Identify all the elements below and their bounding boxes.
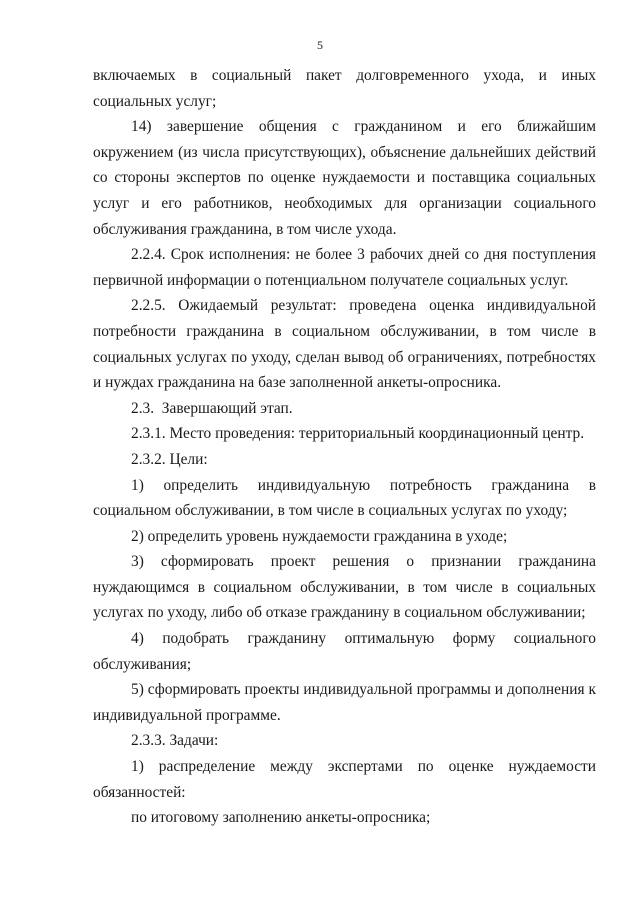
goal-item-5: 5) сформировать проекты индивидуальной программы и дополнения к индивидуальной программе. <box>93 681 596 724</box>
page-number: 5 <box>317 38 323 52</box>
paragraph-2-3-3: 2.3.3. Задачи: <box>131 732 219 750</box>
paragraph-continuation: включаемых в социальный пакет долговременного ухода, и иных социальных услуг; <box>93 67 596 110</box>
section-heading-2-3: 2.3. Завершающий этап. <box>131 399 293 417</box>
paragraph-item-14: 14) завершение общения с гражданином и его ближайшим окружением (из числа присутствующих), объяснение дальнейших действий со стороны экспертов по оценке нуждаемости и поставщика социальных услуг и его работников, необходимых для организации социального обслуживания гражданина, в том числе ухода. <box>93 118 596 238</box>
document-body <box>93 63 596 831</box>
paragraph-2-3-1: 2.3.1. Место проведения: территориальный координационный центр. <box>131 425 585 443</box>
paragraph-2-3-2: 2.3.2. Цели: <box>131 450 208 468</box>
task-subitem: по итоговому заполнению анкеты-опросника; <box>131 809 431 827</box>
goal-item-4: 4) подобрать гражданину оптимальную форму социального обслуживания; <box>93 630 596 673</box>
paragraph-2-2-4: 2.2.4. Срок исполнения: не более 3 рабочих дней со дня поступления первичной информации о потенциальном получателе социальных услуг. <box>93 246 596 289</box>
task-item-1: 1) распределение между экспертами по оценке нуждаемости обязанностей: <box>93 758 596 801</box>
goal-item-2: 2) определить уровень нуждаемости гражданина в уходе; <box>131 527 508 545</box>
goal-item-1: 1) определить индивидуальную потребность гражданина в социальном обслуживании, в том числе в социальных услугах по уходу; <box>93 476 596 520</box>
goal-item-3: 3) сформировать проект решения о признании гражданина нуждающимся в социальном обслуживании, в том числе в социальных услугах по уходу, либо об отказе гражданину в социальном обслуживании; <box>93 553 596 622</box>
paragraph-2-2-5: 2.2.5. Ожидаемый результат: проведена оценка индивидуальной потребности гражданина в социальном обслуживании, в том числе в социальных услугах по уходу, сделан вывод об ограничениях, потребностях и нуждах гражданина на базе заполненной анкеты-опросника. <box>93 297 596 392</box>
